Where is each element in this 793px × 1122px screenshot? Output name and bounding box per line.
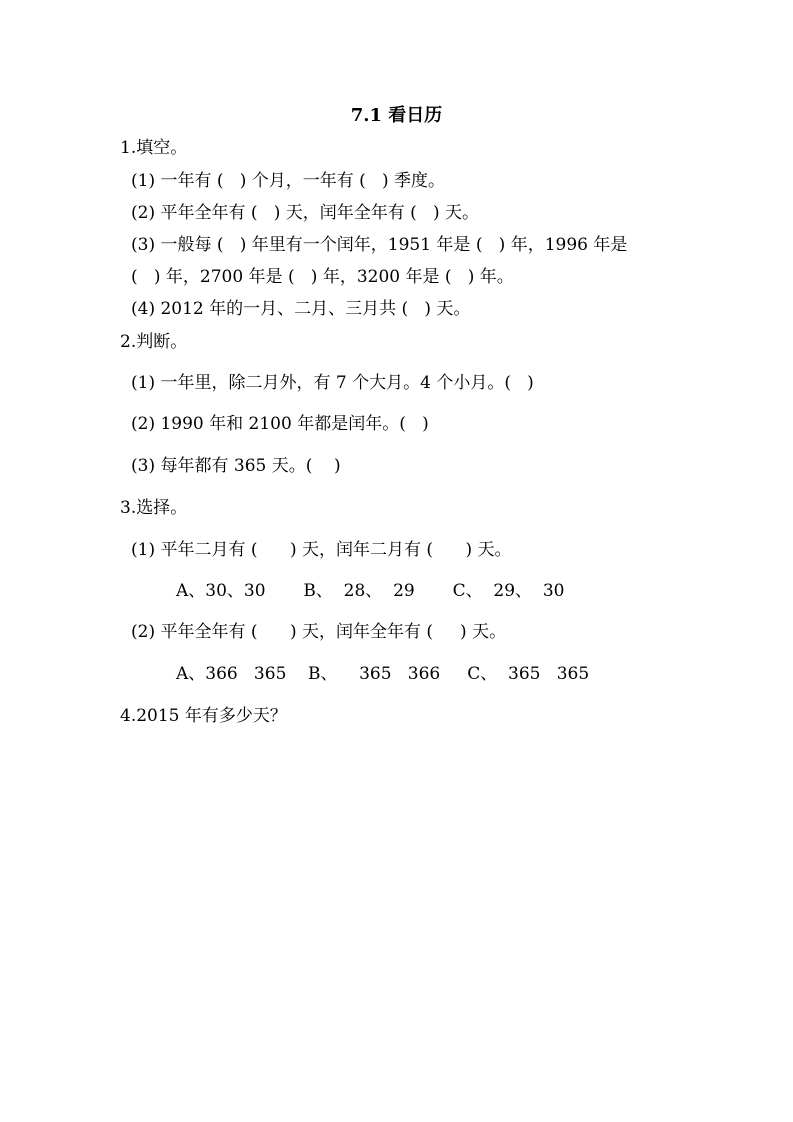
judge-question-2: (2) 1990 年和 2100 年都是闰年。( ) (131, 414, 429, 434)
section-2-heading: 2.判断。 (120, 332, 188, 352)
fill-question-4: (4) 2012 年的一月、二月、三月共 ( ) 天。 (131, 299, 471, 319)
section-3-heading: 3.选择。 (120, 498, 188, 518)
fill-question-2: (2) 平年全年有 ( ) 天，闰年全年有 ( ) 天。 (131, 203, 480, 223)
fill-question-1: (1) 一年有 ( ) 个月，一年有 ( ) 季度。 (131, 171, 446, 191)
section-1-heading: 1.填空。 (120, 138, 188, 158)
choice-question-2-options: A、366 365 B、 365 366 C、 365 365 (176, 664, 590, 684)
judge-question-1: (1) 一年里，除二月外，有 7 个大月。4 个小月。( ) (131, 373, 534, 393)
choice-question-2: (2) 平年全年有 ( ) 天，闰年全年有 ( ) 天。 (131, 622, 507, 642)
choice-question-1: (1) 平年二月有 ( ) 天，闰年二月有 ( ) 天。 (131, 540, 512, 560)
choice-question-1-options: A、30、30 B、 28、 29 C、 29、 30 (176, 581, 565, 601)
section-4-heading: 4.2015 年有多少天？ (120, 706, 287, 726)
fill-question-3-continued: ( ) 年，2700 年是 ( ) 年，3200 年是 ( ) 年。 (131, 267, 514, 287)
fill-question-3: (3) 一般每 ( ) 年里有一个闰年，1951 年是 ( ) 年，1996 年是 (131, 235, 628, 255)
judge-question-3: (3) 每年都有 365 天。( ) (131, 456, 341, 476)
page-title: 7.1 看日历 (350, 105, 443, 126)
